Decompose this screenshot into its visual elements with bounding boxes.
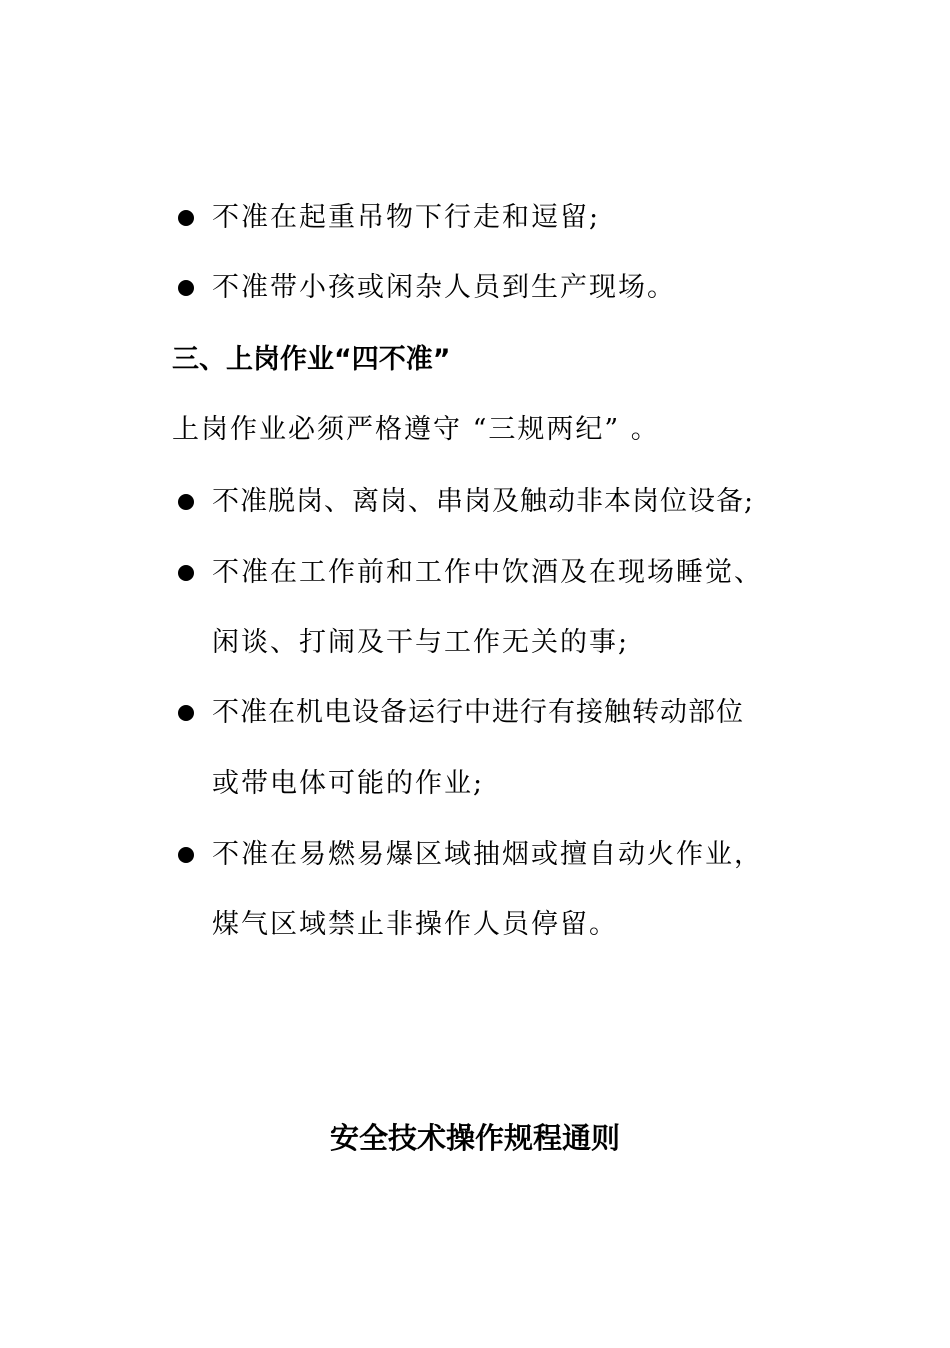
bullet-icon [178,280,194,296]
list-item: 不准在易燃易爆区域抽烟或擅自动火作业， [212,839,763,870]
bullet-icon [178,847,194,863]
section-heading: 三、上岗作业“四不准” [172,344,451,375]
section-intro: 上岗作业必须严格遵守 “三规两纪” 。 [172,414,660,445]
list-item: 不准带小孩或闲杂人员到生产现场。 [212,272,676,303]
list-item: 不准在工作前和工作中饮酒及在现场睡觉、 [212,557,763,588]
list-item-continuation: 煤气区域禁止非操作人员停留。 [212,909,618,940]
list-item: 不准在机电设备运行中进行有接触转动部位 [212,697,744,728]
page-title: 安全技术操作规程通则 [329,1121,620,1155]
bullet-icon [178,494,194,510]
list-item-continuation: 或带电体可能的作业; [212,768,485,799]
list-item: 不准脱岗、离岗、串岗及触动非本岗位设备; [212,486,755,517]
bullet-icon [178,565,194,581]
bullet-icon [178,210,194,226]
list-item: 不准在起重吊物下行走和逗留; [212,202,601,233]
list-item-continuation: 闲谈、打闹及干与工作无关的事; [212,627,630,658]
bullet-icon [178,705,194,721]
